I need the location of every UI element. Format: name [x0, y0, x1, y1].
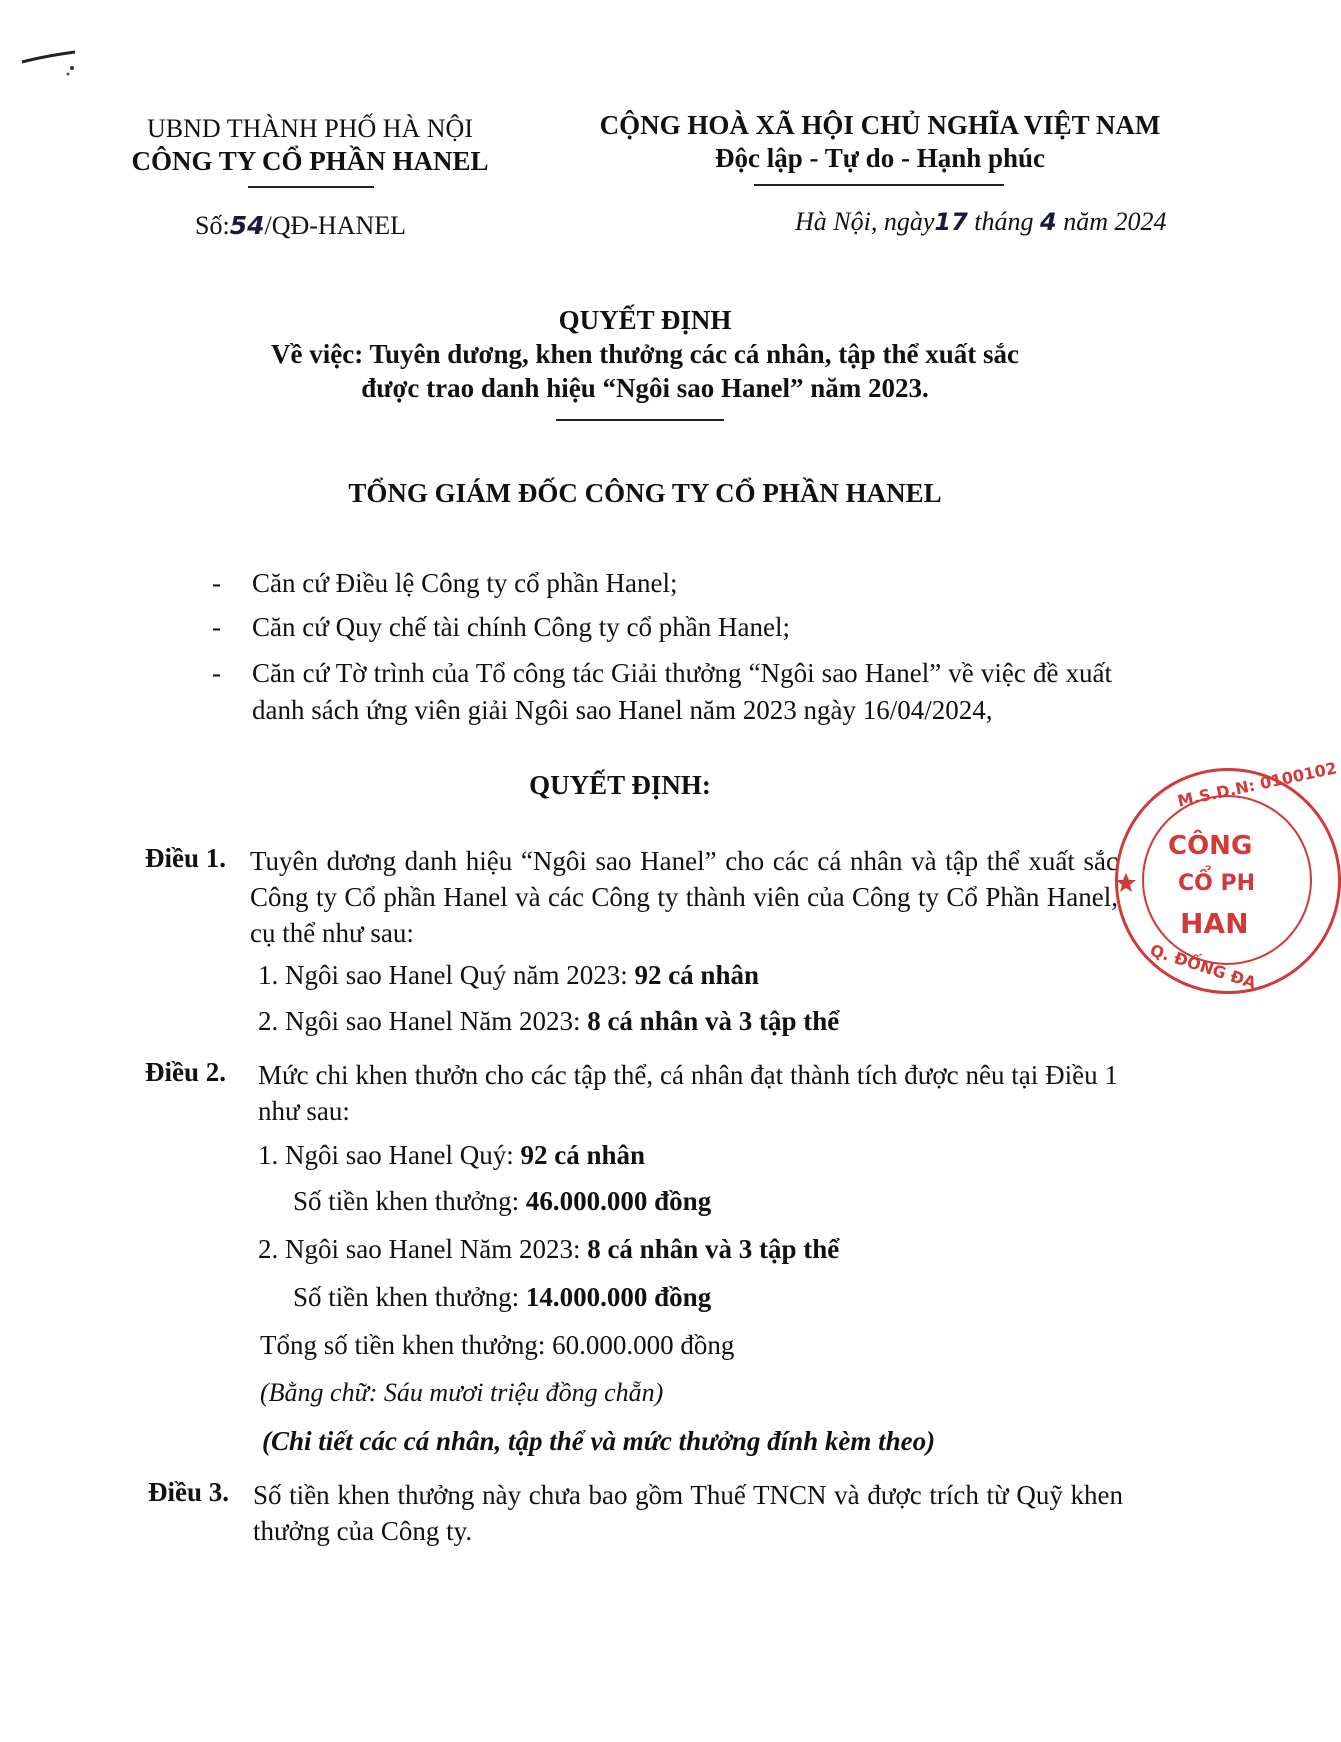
- basis-item: - Căn cứ Tờ trình của Tổ công tác Giải thưởng “Ngôi sao Hanel” về việc đề xuất danh sách ứng viên giải Ngôi sao Hanel năm 2023 ngày 16/04/2024,: [212, 655, 1112, 767]
- amount-label: Số tiền khen thưởng:: [293, 1282, 526, 1312]
- decision-title: QUYẾT ĐỊNH: [558, 305, 732, 335]
- basis-item: - Căn cứ Quy chế tài chính Công ty cổ phần Hanel;: [212, 609, 1112, 647]
- article-2-item-1-amount: [293, 1186, 711, 1217]
- item-label: 1. Ngôi sao Hanel Quý:: [258, 1140, 521, 1170]
- article-3-text: Số tiền khen thưởng này chưa bao gồm Thuế TNCN và được trích từ Quỹ khen thưởng của Công ty.: [253, 1480, 1123, 1546]
- item-value: 92 cá nhân: [520, 1140, 646, 1170]
- document-number: [195, 211, 406, 241]
- item-value: 92 cá nhân: [634, 960, 759, 990]
- item-value: 8 cá nhân và 3 tập thể: [587, 1234, 840, 1264]
- article-2-item-2-amount: [293, 1282, 711, 1313]
- article-2-total: Tổng số tiền khen thưởng: 60.000.000 đồng: [260, 1330, 735, 1360]
- nation-name: CỘNG HOÀ XÃ HỘI CHỦ NGHĨA VIỆT NAM: [599, 110, 1161, 140]
- title-underline: [556, 419, 724, 421]
- basis-text: Căn cứ Điều lệ Công ty cổ phần Hanel;: [252, 568, 678, 598]
- stamp-line-1: CÔNG: [1168, 831, 1253, 861]
- company-name: CÔNG TY CỔ PHẦN HANEL: [131, 146, 489, 176]
- article-1-text: Tuyên dương danh hiệu “Ngôi sao Hanel” cho các cá nhân và tập thể xuất sắc Công ty Cổ phần Hanel và các Công ty thành viên của Công ty Cổ Phần Hanel, cụ thể như sau:: [250, 846, 1118, 948]
- company-underline: [248, 186, 374, 188]
- day-handwritten: 17: [934, 208, 968, 236]
- item-label: 1. Ngôi sao Hanel Quý năm 2023:: [258, 960, 635, 990]
- amount-label: Số tiền khen thưởng:: [293, 1186, 526, 1216]
- article-1-label: Điều 1.: [145, 843, 226, 873]
- subject-line-1: Về việc: Tuyên dương, khen thưởng các cá nhân, tập thể xuất sắc: [271, 339, 1019, 369]
- item-label: 2. Ngôi sao Hanel Năm 2023:: [258, 1006, 588, 1036]
- authority-name: UBND THÀNH PHỐ HÀ NỘI: [147, 114, 473, 143]
- place-date-prefix: Hà Nội, ngày: [795, 207, 935, 236]
- stamp-ring-text: M.S.D.N: 0100102: [1175, 758, 1339, 811]
- amount-value: 14.000.000 đồng: [525, 1282, 712, 1312]
- scan-mark-icon: [20, 40, 90, 80]
- month-handwritten: 4: [1040, 208, 1057, 236]
- article-2-item-1: [258, 1140, 645, 1171]
- stamp-line-2: CỔ PH: [1178, 871, 1256, 896]
- article-2-item-2: [258, 1234, 839, 1265]
- basis-text: Căn cứ Tờ trình của Tổ công tác Giải thưởng “Ngôi sao Hanel” về việc đề xuất danh sách ứng viên giải Ngôi sao Hanel năm 2023 ngày 16/04/2024,: [252, 658, 1112, 725]
- place-date: [795, 207, 1167, 237]
- decides-heading: QUYẾT ĐỊNH:: [529, 770, 711, 800]
- subject-line-2: được trao danh hiệu “Ngôi sao Hanel” năm 2023.: [361, 373, 929, 403]
- number-suffix: /QĐ-HANEL: [264, 211, 407, 240]
- stamp-bottom-text: Q. ĐỐNG ĐA: [1147, 940, 1259, 993]
- number-handwritten: 54: [229, 211, 265, 240]
- article-2-label: Điều 2.: [145, 1057, 226, 1087]
- issuer-title: TỔNG GIÁM ĐỐC CÔNG TY CỔ PHẦN HANEL: [348, 478, 942, 508]
- amount-value: 46.000.000 đồng: [525, 1186, 712, 1216]
- stamp-line-3: HAN: [1180, 907, 1249, 940]
- number-prefix: Số:: [195, 211, 230, 240]
- article-2-text: Mức chi khen thưởn cho các tập thể, cá nhân đạt thành tích được nêu tại Điều 1 như sau:: [258, 1060, 1118, 1126]
- article-2-attachment-note: (Chi tiết các cá nhân, tập thể và mức thưởng đính kèm theo): [262, 1426, 936, 1456]
- month-label: tháng: [974, 207, 1034, 236]
- article-2-amount-in-words: (Bằng chữ: Sáu mươi triệu đồng chẵn): [260, 1378, 664, 1407]
- motto-underline: [754, 184, 1004, 186]
- item-label: 2. Ngôi sao Hanel Năm 2023:: [258, 1234, 588, 1264]
- year-label: năm 2024: [1063, 207, 1167, 236]
- basis-item: - Căn cứ Điều lệ Công ty cổ phần Hanel;: [212, 565, 1112, 603]
- motto: Độc lập - Tự do - Hạnh phúc: [714, 143, 1046, 173]
- company-seal-stamp: [1115, 758, 1341, 994]
- article-3-label: Điều 3.: [148, 1477, 229, 1507]
- basis-text: Căn cứ Quy chế tài chính Công ty cổ phần Hanel;: [252, 612, 790, 642]
- star-icon: [1114, 871, 1138, 895]
- item-value: 8 cá nhân và 3 tập thể: [587, 1006, 840, 1036]
- article-1-item-1: [258, 960, 759, 991]
- article-1-item-2: [258, 1006, 839, 1037]
